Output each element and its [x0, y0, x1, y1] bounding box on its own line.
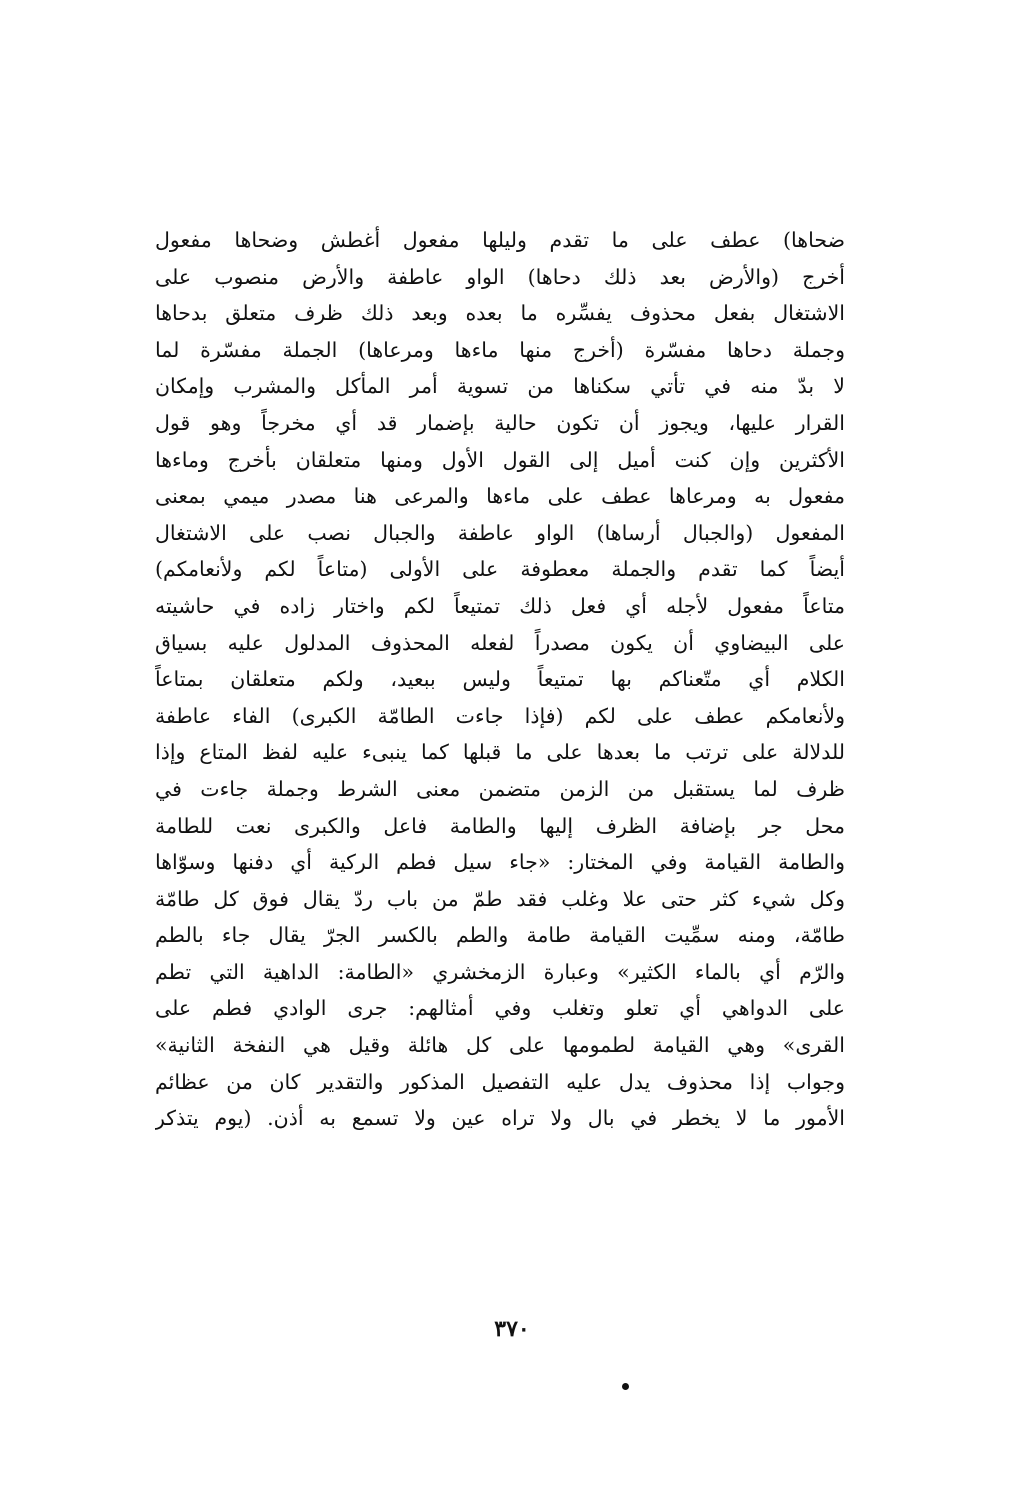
text-line-6: القرار عليها، ويجوز أن تكون حالية بإضمار قد أي مخرجاً وهو قول — [155, 410, 845, 435]
text-line-19: وكل شيء كثر حتى علا وغلب فقد طمّ من باب ردّ يقال فوق كل طامّة — [155, 886, 845, 911]
text-line-21: والرّم أي بالماء الكثير» وعبارة الزمخشري «الطامة: الداهية التي تطم — [155, 959, 845, 984]
text-line-5: لا بدّ منه في تأتي سكناها من تسوية أمر المأكل والمشرب وإمكان — [155, 374, 845, 399]
text-line-7: الأكثرين وإن كنت أميل إلى القول الأول ومنها متعلقان بأخرج وماءها — [155, 447, 845, 472]
text-line-15: للدلالة على ترتب ما بعدها على ما قبلها كما ينبىء عليه لفظ المتاع وإذا — [155, 740, 845, 765]
text-line-14: ولأنعامكم عطف على لكم (فإذا جاءت الطامّة الكبرى) الفاء عاطفة — [155, 703, 845, 728]
text-line-20: طامّة، ومنه سمِّيت القيامة طامة والطم بالكسر الجرّ يقال جاء بالطم — [155, 923, 845, 948]
text-line-10: أيضاً كما تقدم والجملة معطوفة على الأولى (متاعاً لكم ولأنعامكم) — [155, 557, 845, 582]
body-text — [155, 222, 845, 1137]
ink-speck — [622, 1383, 629, 1390]
text-line-16: ظرف لما يستقبل من الزمن متضمن معنى الشرط وجملة جاءت في — [155, 776, 845, 801]
text-line-12: على البيضاوي أن يكون مصدراً لفعله المحذوف المدلول عليه بسياق — [155, 630, 845, 655]
text-line-22: على الدواهي أي تعلو وتغلب وفي أمثالهم: جرى الوادي فطم على — [155, 996, 845, 1021]
text-line-9: المفعول (والجبال أرساها) الواو عاطفة والجبال نصب على الاشتغال — [155, 520, 845, 545]
text-line-13: الكلام أي متّعناكم بها تمتيعاً وليس ببعيد، ولكم متعلقان بمتاعاً — [155, 667, 845, 692]
text-line-24: وجواب إذا محذوف يدل عليه التفصيل المذكور والتقدير كان من عظائم — [155, 1069, 845, 1094]
text-line-8: مفعول به ومرعاها عطف على ماءها والمرعى هنا مصدر ميمي بمعنى — [155, 484, 845, 509]
text-line-23: القرى» وهي القيامة لطمومها على كل هائلة وقيل هي النفخة الثانية» — [155, 1033, 845, 1058]
text-line-17: محل جر بإضافة الظرف إليها والطامة فاعل والكبرى نعت للطامة — [155, 813, 845, 838]
text-line-1: ضحاها) عطف على ما تقدم وليلها مفعول أغطش وضحاها مفعول — [155, 228, 845, 252]
text-line-4: وجملة دحاها مفسّرة (أخرج منها ماءها ومرعاها) الجملة مفسّرة لما — [155, 337, 845, 362]
text-line-11: متاعاً مفعول لأجله أي فعل ذلك تمتيعاً لكم واختار زاده في حاشيته — [155, 593, 845, 618]
text-line-3: الاشتغال بفعل محذوف يفسِّره ما بعده وبعد ذلك ظرف متعلق بدحاها — [155, 301, 845, 326]
text-line-2: أخرج (والأرض بعد ذلك دحاها) الواو عاطفة والأرض منصوب على — [155, 264, 845, 289]
page-number: ٣٧٠ — [494, 1316, 530, 1342]
text-line-18: والطامة القيامة وفي المختار: «جاء سيل فطم الركية أي دفنها وسوّاها — [155, 850, 845, 875]
text-line-25: الأمور ما لا يخطر في بال ولا تراه عين ولا تسمع به أذن. (يوم يتذكر — [155, 1106, 845, 1131]
